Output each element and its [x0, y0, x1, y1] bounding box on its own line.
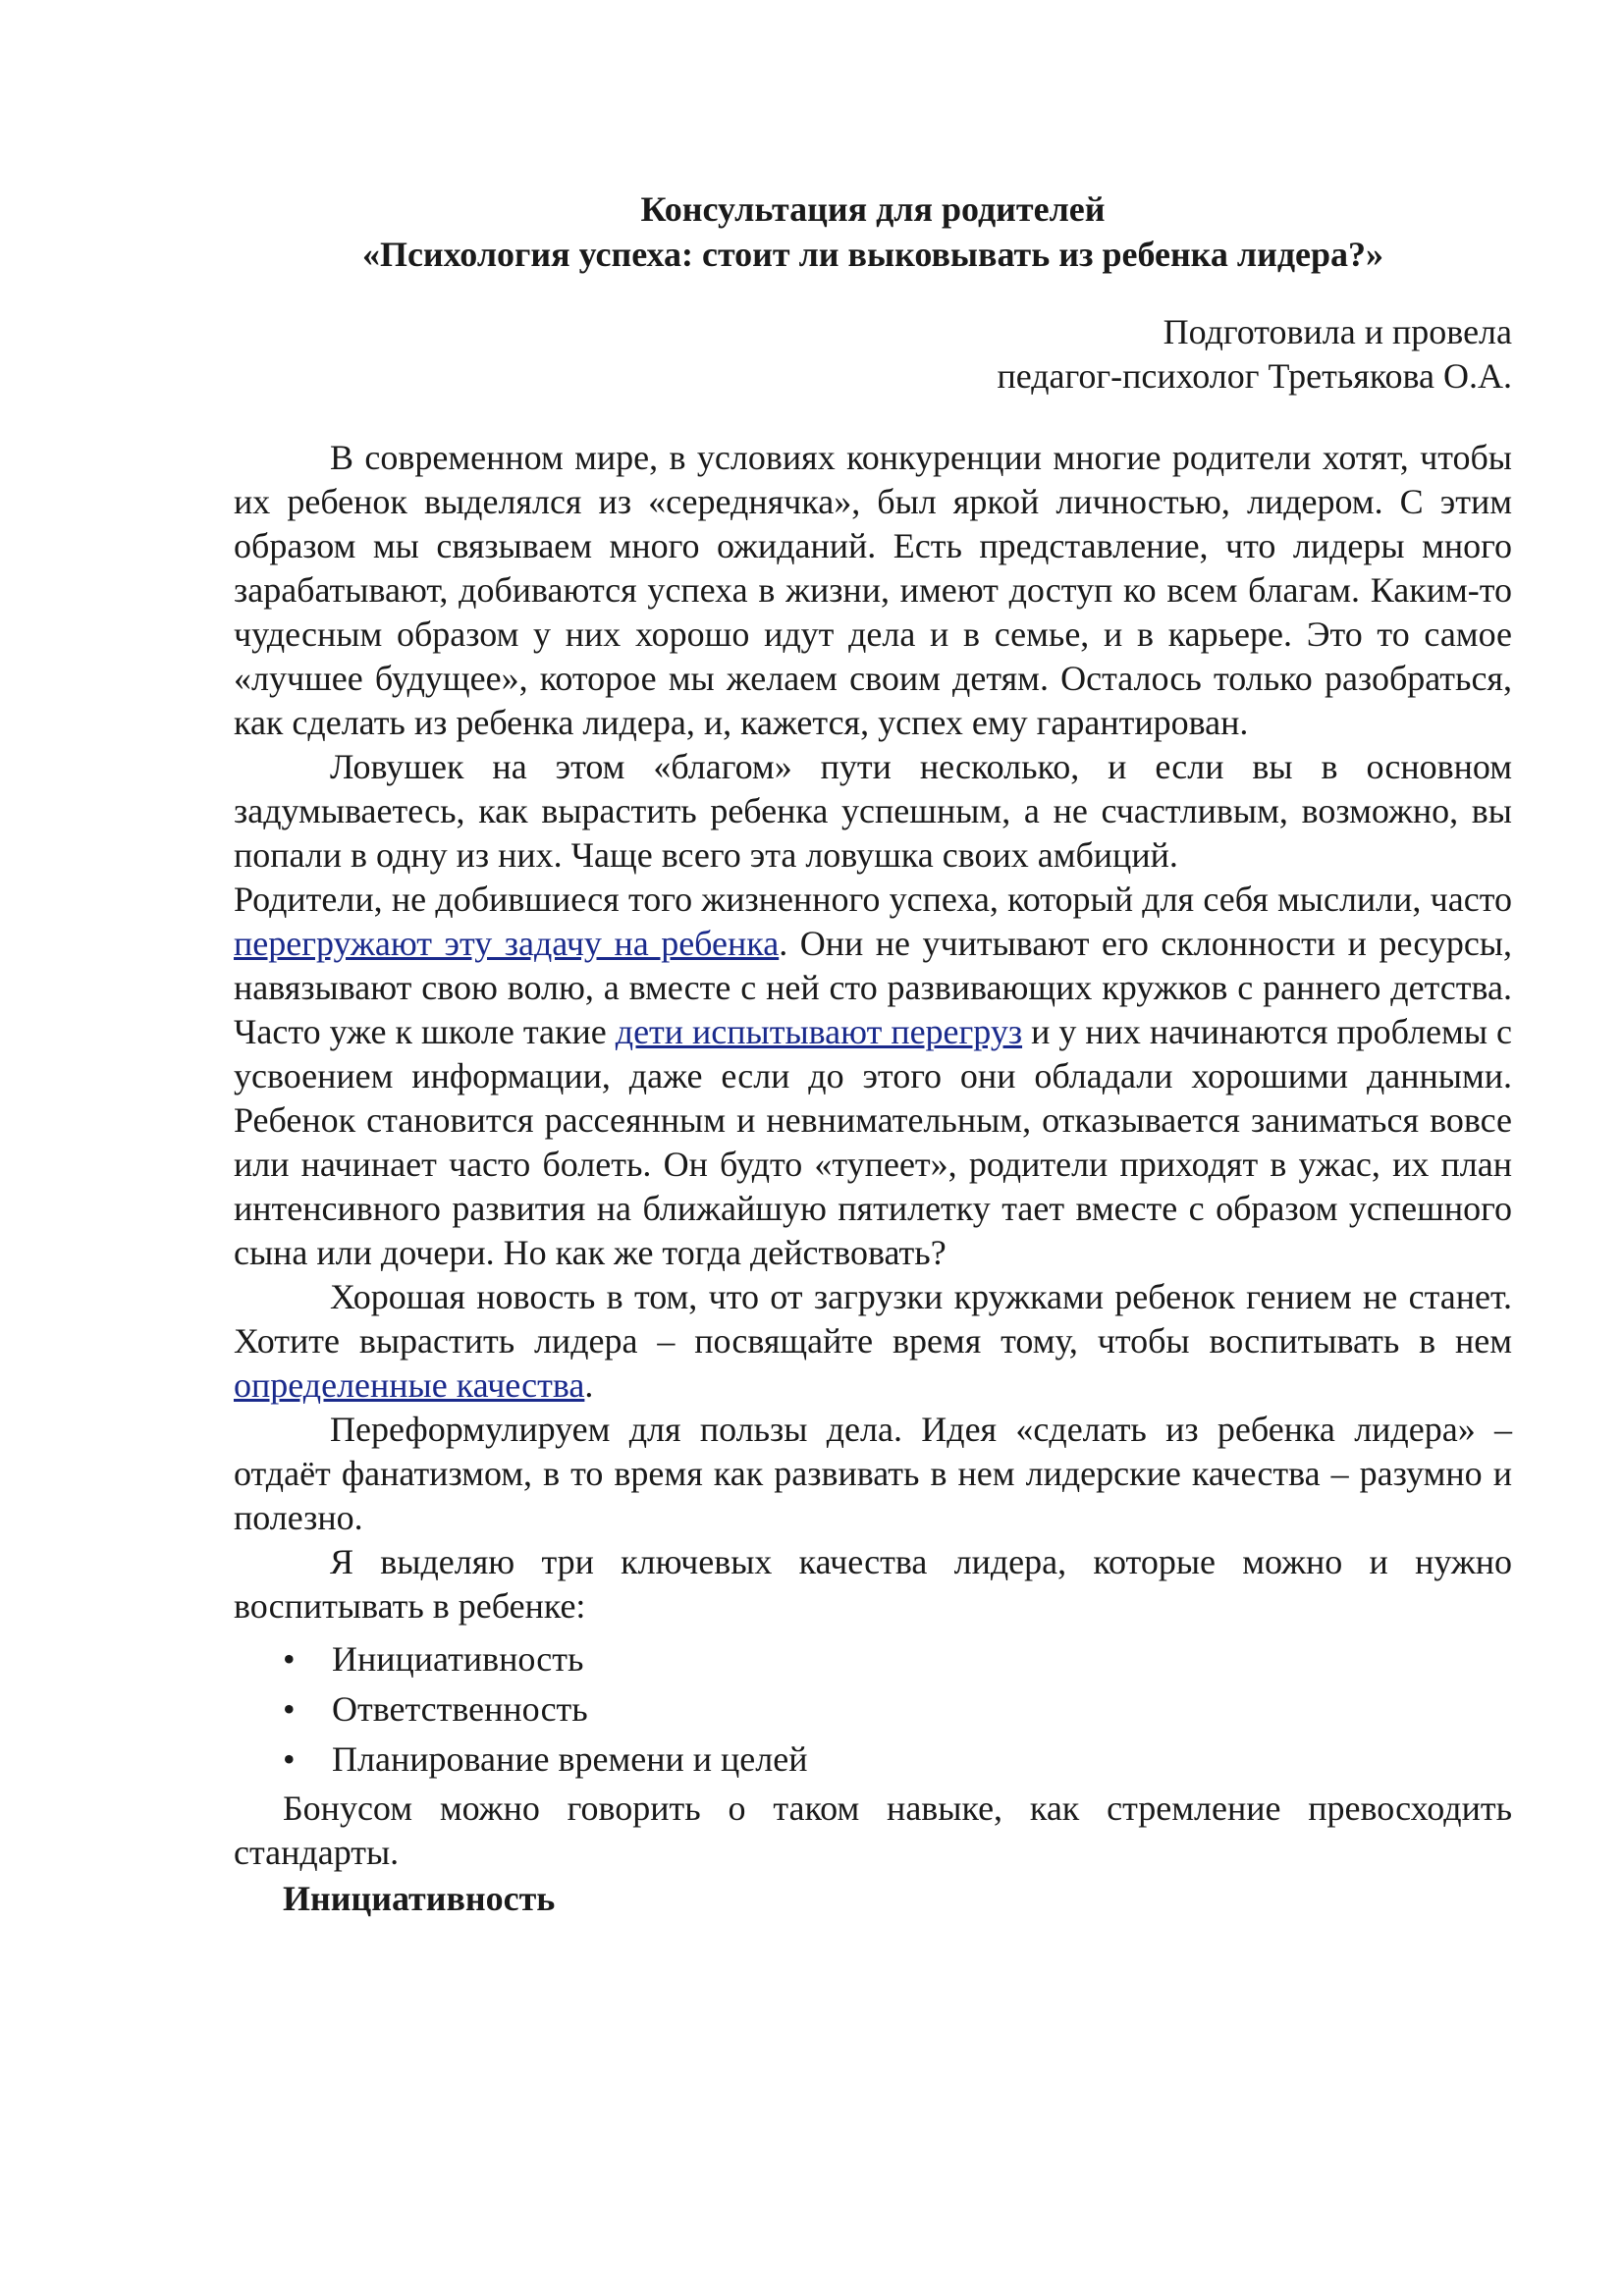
qualities-list: [234, 1634, 1512, 1785]
paragraph-key-qualities: Я выделяю три ключевых качества лидера, которые можно и нужно воспитывать в ребенке:: [234, 1542, 1512, 1626]
list-item: [234, 1684, 1512, 1735]
bullet-icon: •: [283, 1689, 296, 1729]
paragraph-good-news: [234, 1275, 1512, 1408]
author-line-2: педагог-психолог Третьякова О.А.: [997, 356, 1512, 396]
link-overload-task[interactable]: перегружают эту задачу на ребенка: [234, 924, 780, 963]
paragraph-good-news-text-2: .: [584, 1365, 594, 1405]
paragraph-traps: Ловушек на этом «благом» пути несколько, и если вы в основном задумываетесь, как вырастить ребенка успешным, а не счастливым, возможно, вы попали в одну из них. Чаще всего эта ловушка своих амбиций.: [234, 747, 1512, 875]
document-content: [234, 187, 1512, 1921]
document-title: [234, 187, 1512, 277]
list-item: [234, 1634, 1512, 1684]
paragraph-parents-text-2: . Они не учитывают его склонности и ресурсы, навязывают свою волю, а вместе с ней сто развивающих кружков с раннего детства. Часто уже к школе такие: [234, 924, 1512, 1051]
link-children-overload[interactable]: дети испытывают перегруз: [615, 1012, 1023, 1051]
paragraph-good-news-text-1: Хорошая новость в том, что от загрузки кружками ребенок гением не станет. Хотите вырастить лидера – посвящайте время тому, чтобы воспитывать в нем: [234, 1277, 1512, 1361]
list-item-label: Планирование времени и целей: [332, 1739, 808, 1779]
bullet-icon: •: [283, 1739, 296, 1779]
title-line-1: Консультация для родителей: [640, 189, 1106, 229]
bullet-icon: •: [283, 1639, 296, 1679]
list-item-label: Инициативность: [332, 1639, 584, 1679]
title-line-2: «Психология успеха: стоит ли выковывать из ребенка лидера?»: [361, 235, 1384, 274]
document-body: [234, 436, 1512, 1921]
paragraph-intro: В современном мире, в условиях конкуренции многие родители хотят, чтобы их ребенок выделялся из «середнячка», был яркой личностью, лидером. С этим образом мы связываем много ожиданий. Есть представление, что лидеры много зарабатывают, добиваются успеха в жизни, имеют доступ ко всем благам. Каким-то чудесным образом у них хорошо идут дела и в семье, и в карьере. Это то самое «лучшее будущее», которое мы желаем своим детям. Осталось только разобраться, как сделать из ребенка лидера, и, кажется, успех ему гарантирован.: [234, 438, 1512, 742]
author-line-1: Подготовила и провела: [1163, 312, 1512, 351]
list-item: [234, 1735, 1512, 1785]
paragraph-parents: [234, 878, 1512, 1275]
paragraph-bonus: Бонусом можно говорить о таком навыке, как стремление превосходить стандарты.: [234, 1789, 1512, 1872]
author-block: [234, 310, 1512, 399]
paragraph-parents-text-1: Родители, не добившиеся того жизненного успеха, который для себя мыслили, часто: [234, 880, 1512, 919]
section-heading-initiative: Инициативность: [283, 1879, 556, 1918]
paragraph-reformulate: Переформулируем для пользы дела. Идея «сделать из ребенка лидера» – отдаёт фанатизмом, в то время как развивать в нем лидерские качества – разумно и полезно.: [234, 1410, 1512, 1537]
paragraph-parents-text-3: и у них начинаются проблемы с усвоением информации, даже если до этого они обладали хорошими данными. Ребенок становится рассеянным и невнимательным, отказывается заниматься вовсе или начинает часто болеть. Он будто «тупеет», родители приходят в ужас, их план интенсивного развития на ближайшую пятилетку тает вместе с образом успешного сына или дочери. Но как же тогда действовать?: [234, 1012, 1512, 1272]
list-item-label: Ответственность: [332, 1689, 588, 1729]
link-certain-qualities[interactable]: определенные качества: [234, 1365, 585, 1405]
